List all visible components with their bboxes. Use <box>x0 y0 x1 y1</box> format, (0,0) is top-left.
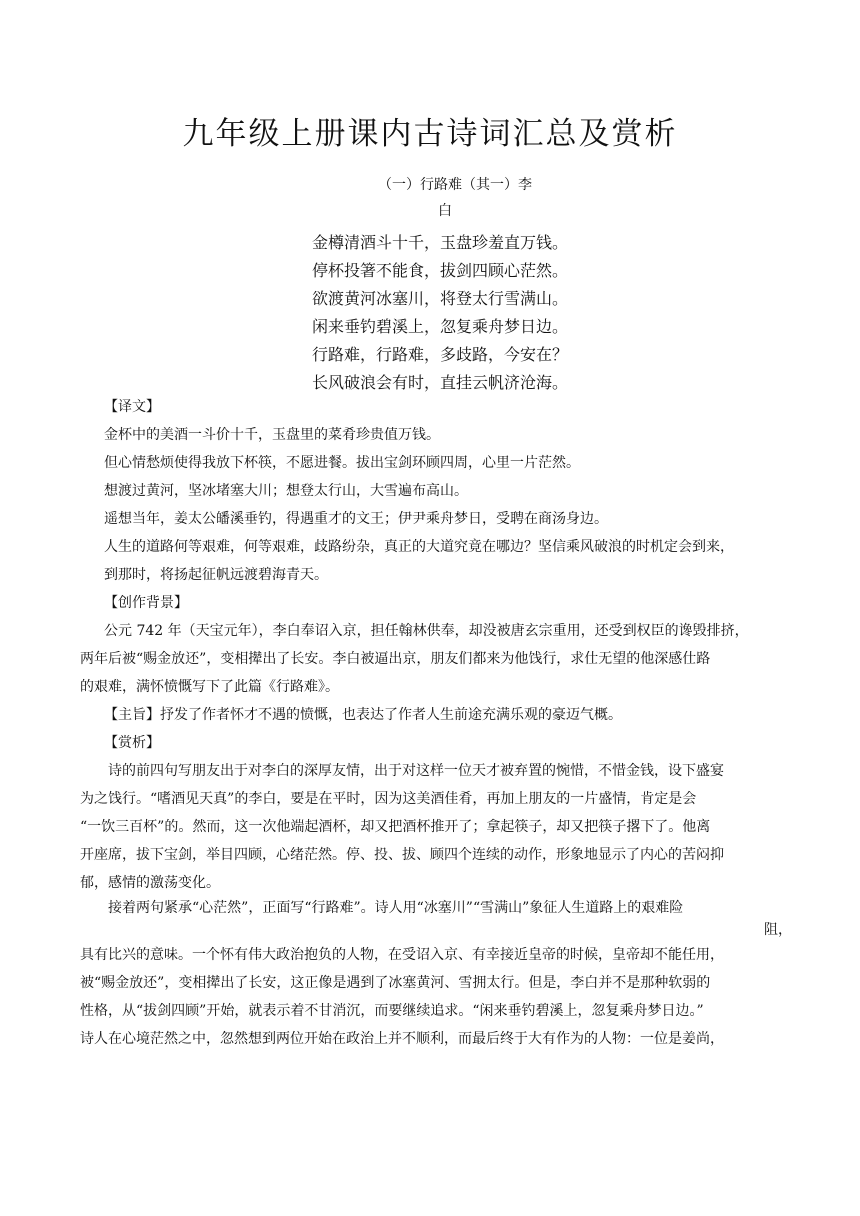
poem-title-line-2: 白 <box>438 203 452 219</box>
poem-line: 停杯投箸不能食，拔剑四顾心茫然。 <box>312 261 569 280</box>
appreciation-heading: 【赏析】 <box>104 735 160 751</box>
appreciation-line: 开座席，拔下宝剑，举目四顾，心绪茫然。停、投、拔、顾四个连续的动作，形象地显示了内心的苦闷抑 <box>80 847 724 863</box>
translation-line: 想渡过黄河，坚冰堵塞大川；想登太行山，大雪遍布高山。 <box>104 483 468 499</box>
poem-title <box>0 175 860 221</box>
document-title: 九年级上册课内古诗词汇总及赏析 <box>182 116 678 152</box>
poem-line: 行路难，行路难，多歧路，今安在？ <box>312 345 569 364</box>
poem-line: 长风破浪会有时，直挂云帆济沧海。 <box>312 373 569 392</box>
appreciation-line: 诗的前四句写朋友出于对李白的深厚友情，出于对这样一位天才被弃置的惋惜，不惜金钱，设下盛宴 <box>108 763 724 779</box>
poem-title-line-1: （一）行路难（其一）李 <box>378 177 532 193</box>
appreciation-line: 诗人在心境茫然之中，忽然想到两位开始在政治上并不顺利，而最后终于大有作为的人物：一位是姜尚， <box>80 1031 724 1047</box>
document-body <box>80 393 792 1053</box>
appreciation-line: 具有比兴的意味。一个怀有伟大政治抱负的人物，在受诏入京、有幸接近皇帝的时候，皇帝却不能任用， <box>80 947 724 963</box>
background-line: 公元 742 年（天宝元年），李白奉诏入京，担任翰林供奉，却没被唐玄宗重用，还受到权臣的谗毁排挤， <box>104 623 749 639</box>
appreciation-orphan: 阻， <box>764 922 792 938</box>
background-heading: 【创作背景】 <box>104 595 188 611</box>
appreciation-line: 为之饯行。“嗜酒见天真”的李白，要是在平时，因为这美酒佳肴，再加上朋友的一片盛情，肯定是会 <box>80 791 697 807</box>
background-line: 的艰难，满怀愤慨写下了此篇《行路难》。 <box>80 679 339 695</box>
translation-line: 人生的道路何等艰难，何等艰难，歧路纷杂，真正的大道究竟在哪边？坚信乘风破浪的时机定会到来， <box>104 539 734 555</box>
appreciation-line: “一饮三百杯”的。然而，这一次他端起酒杯，却又把酒杯推开了；拿起筷子，却又把筷子撂下了。他离 <box>80 819 711 835</box>
poem-line: 欲渡黄河冰塞川，将登太行雪满山。 <box>312 289 569 308</box>
background-line: 两年后被“赐金放还”，变相撵出了长安。李白被逼出京，朋友们都来为他饯行，求仕无望的他深感仕路 <box>80 651 711 667</box>
translation-line: 金杯中的美酒一斗价十千，玉盘里的菜肴珍贵值万钱。 <box>104 427 440 443</box>
appreciation-line: 性格，从“拔剑四顾”开始，就表示着不甘消沉，而要继续追求。“闲来垂钓碧溪上，忽复乘舟梦日边。” <box>80 1003 704 1019</box>
poem-line: 金樽清酒斗十千，玉盘珍羞直万钱。 <box>312 233 569 252</box>
translation-line: 到那时，将扬起征帆远渡碧海青天。 <box>104 567 328 583</box>
poem-text <box>312 229 568 397</box>
appreciation-line: 被“赐金放还”，变相撵出了长安，这正像是遇到了冰塞黄河、雪拥太行。但是，李白并不是那种软弱的 <box>80 975 711 991</box>
appreciation-line: 郁，感情的激荡变化。 <box>80 875 220 891</box>
appreciation-line: 接着两句紧承“心茫然”，正面写“行路难”。诗人用“冰塞川”“雪满山”象征人生道路上的艰难险 <box>108 900 684 916</box>
poem-line: 闲来垂钓碧溪上，忽复乘舟梦日边。 <box>312 317 569 336</box>
translation-heading: 【译文】 <box>104 399 160 415</box>
translation-line: 但心情愁烦使得我放下杯筷，不愿进餐。拔出宝剑环顾四周，心里一片茫然。 <box>104 455 580 471</box>
theme-line: 【主旨】抒发了作者怀才不遇的愤慨，也表达了作者人生前途充满乐观的豪迈气概。 <box>104 707 622 723</box>
translation-line: 遥想当年，姜太公皤溪垂钓，得遇重才的文王；伊尹乘舟梦日，受聘在商汤身边。 <box>104 511 608 527</box>
